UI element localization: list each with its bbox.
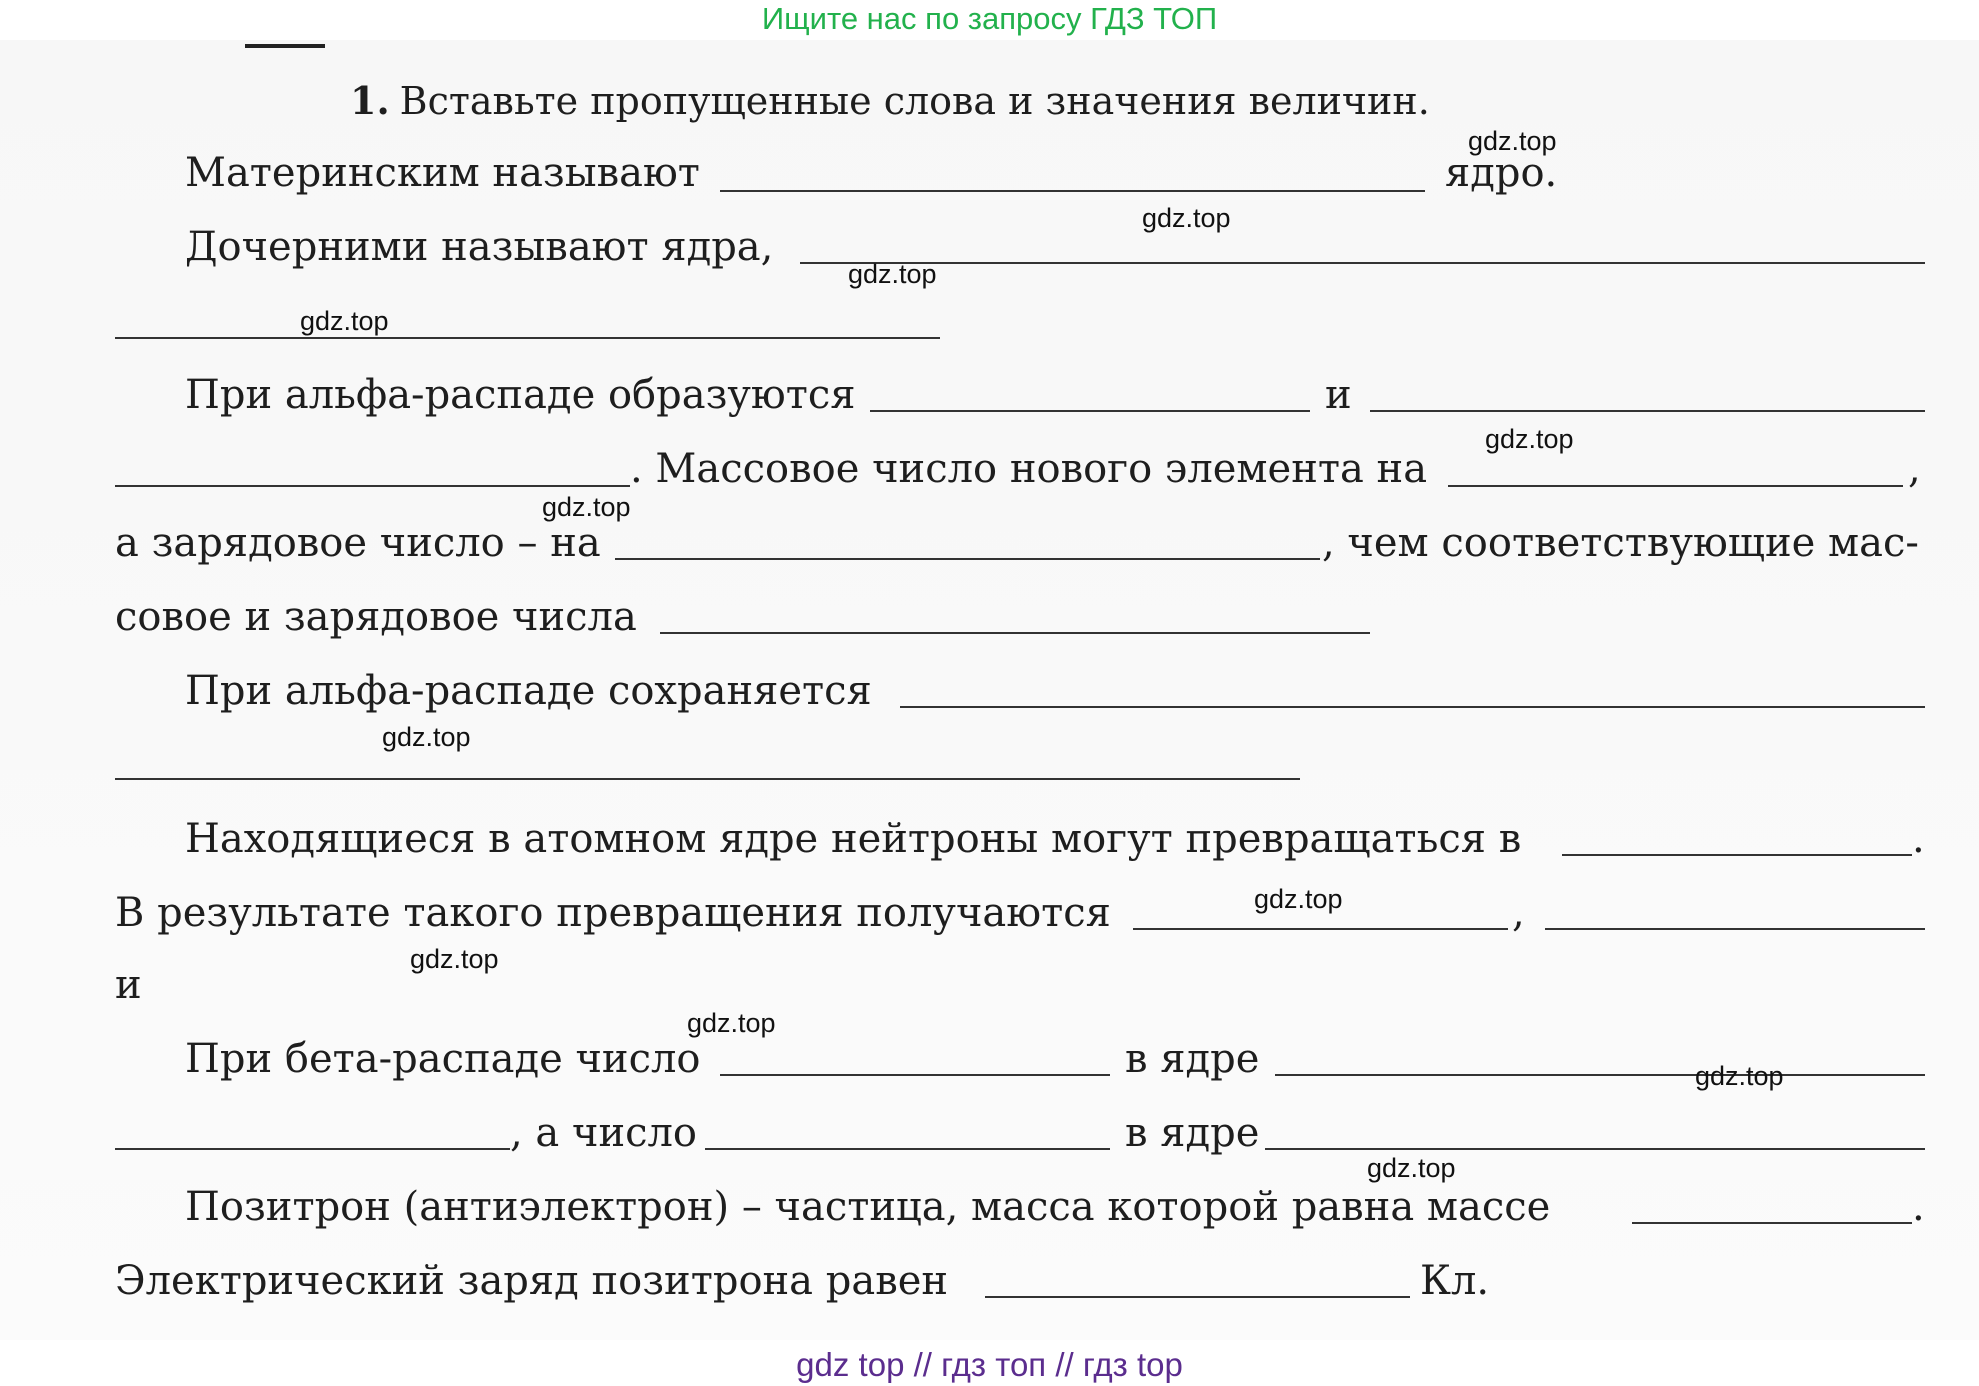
line-12-text-a: , а число <box>510 1110 697 1156</box>
blank-2[interactable] <box>800 262 1925 264</box>
line-8-text-a: Находящиеся в атомном ядре нейтроны могут превращаться в <box>185 816 1522 862</box>
watermark: gdz.top <box>542 492 631 522</box>
watermark: gdz.top <box>687 1008 776 1038</box>
blank-7[interactable] <box>1448 485 1903 487</box>
blank-17[interactable] <box>115 1148 510 1150</box>
blank-21[interactable] <box>985 1296 1410 1298</box>
line-2-text: Дочерними называют ядра, <box>185 224 774 270</box>
watermark: gdz.top <box>410 944 499 974</box>
line-8-text-b: . <box>1912 816 1925 862</box>
blank-1[interactable] <box>720 190 1425 192</box>
watermark: gdz.top <box>1468 126 1557 156</box>
blank-10[interactable] <box>900 706 1925 708</box>
top-banner[interactable]: Ищите нас по запросу ГДЗ ТОП <box>761 1 1218 36</box>
blank-13[interactable] <box>1133 928 1508 930</box>
line-14-text-b: Кл. <box>1420 1258 1490 1304</box>
watermark: gdz.top <box>1367 1153 1456 1183</box>
blank-16[interactable] <box>1275 1074 1925 1076</box>
line-14-text-a: Электрический заряд позитрона равен <box>115 1258 949 1304</box>
blank-11[interactable] <box>115 778 1300 780</box>
watermark: gdz.top <box>1485 424 1574 454</box>
watermark: gdz.top <box>848 259 937 289</box>
line-4-text-b: , <box>1908 446 1921 492</box>
blank-12[interactable] <box>1562 854 1912 856</box>
task-title <box>350 78 1430 124</box>
task-number: 1. <box>350 78 390 123</box>
line-5-text-b: , чем соответствующие мас- <box>1322 520 1919 566</box>
watermark: gdz.top <box>1142 203 1231 233</box>
line-6-text: совое и зарядовое числа <box>115 594 637 640</box>
watermark: gdz.top <box>300 306 389 336</box>
blank-15[interactable] <box>720 1074 1110 1076</box>
blank-6[interactable] <box>115 485 630 487</box>
line-11-text-b: в ядре <box>1125 1036 1260 1082</box>
blank-14[interactable] <box>1545 928 1925 930</box>
line-7-text: При альфа-распаде сохраняется <box>185 668 872 714</box>
line-13-text-b: . <box>1912 1184 1925 1230</box>
line-11-text-a: При бета-распаде число <box>185 1036 701 1082</box>
line-12-text-b: в ядре <box>1125 1110 1260 1156</box>
line-5-text-a: а зарядовое число – на <box>115 520 601 566</box>
watermark: gdz.top <box>1695 1061 1784 1091</box>
task-title-text: Вставьте пропущенные слова и значения величин. <box>399 79 1430 123</box>
blank-18[interactable] <box>705 1148 1110 1150</box>
line-3-text-b: и <box>1325 372 1352 418</box>
line-1-text-b: ядро. <box>1445 150 1558 196</box>
blank-19[interactable] <box>1265 1148 1925 1150</box>
section-dash <box>245 44 325 48</box>
blank-4[interactable] <box>870 410 1310 412</box>
blank-20[interactable] <box>1632 1222 1912 1224</box>
line-4-text-a: . Массовое число нового элемента на <box>630 446 1428 492</box>
line-3-text-a: При альфа-распаде образуются <box>185 372 856 418</box>
line-13-text-a: Позитрон (антиэлектрон) – частица, масса которой равна массе <box>185 1184 1551 1230</box>
bottom-banner[interactable]: gdz top // гдз топ // гдз top <box>796 1346 1183 1383</box>
blank-9[interactable] <box>660 632 1370 634</box>
line-9-text-a: В результате такого превращения получаются <box>115 890 1111 936</box>
line-9-text-b: , <box>1512 890 1525 936</box>
line-10-text: и <box>115 962 142 1008</box>
blank-8[interactable] <box>615 558 1320 560</box>
blank-5[interactable] <box>1370 410 1925 412</box>
blank-3[interactable] <box>115 337 940 339</box>
watermark: gdz.top <box>1254 884 1343 914</box>
watermark: gdz.top <box>382 722 471 752</box>
line-1-text-a: Материнским называют <box>185 150 700 196</box>
